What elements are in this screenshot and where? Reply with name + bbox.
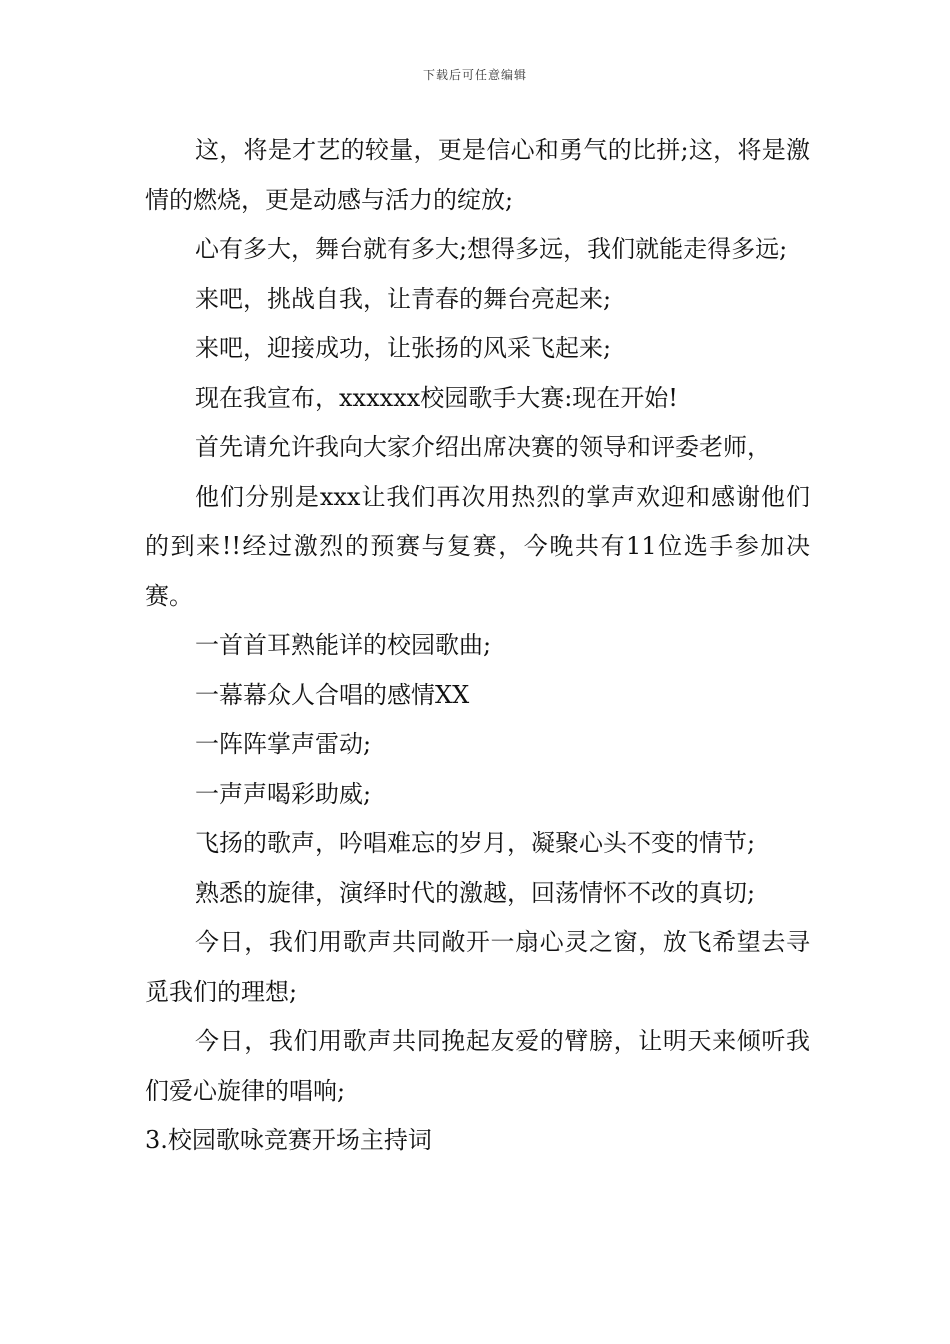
page-watermark: 下载后可任意编辑	[422, 68, 527, 82]
paragraph-13: 熟悉的旋律，演绎时代的激越，回荡情怀不改的真切;	[195, 878, 756, 907]
paragraph-15: 今日，我们用歌声共同挽起友爱的臂膀，让明天来倾听我们爱心旋律的唱响;	[145, 1027, 810, 1105]
paragraph-1: 这，将是才艺的较量，更是信心和勇气的比拼;这，将是激情的燃烧，更是动感与活力的绽放;	[145, 136, 810, 214]
section-heading: 3.校园歌咏竞赛开场主持词	[145, 1126, 432, 1154]
paragraph-11: 一声声喝彩助威;	[195, 779, 372, 808]
document-body	[145, 126, 810, 1166]
paragraph-5: 现在我宣布，xxxxxx校园歌手大赛:现在开始!	[195, 383, 678, 412]
paragraph-8: 一首首耳熟能详的校园歌曲;	[195, 631, 492, 659]
paragraph-3: 来吧，挑战自我，让青春的舞台亮起来;	[195, 284, 612, 313]
paragraph-7: 他们分别是xxx让我们再次用热烈的掌声欢迎和感谢他们的到来!!经过激烈的预赛与复赛，今晚共有11位选手参加决赛。	[145, 482, 810, 610]
paragraph-4: 来吧，迎接成功，让张扬的风采飞起来;	[195, 334, 612, 362]
paragraph-12: 飞扬的歌声，吟唱难忘的岁月，凝聚心头不变的情节;	[195, 829, 756, 857]
paragraph-2: 心有多大，舞台就有多大;想得多远，我们就能走得多远;	[195, 235, 788, 263]
paragraph-10: 一阵阵掌声雷动;	[195, 730, 372, 758]
paragraph-9: 一幕幕众人合唱的感情XX	[195, 680, 470, 709]
paragraph-14: 今日，我们用歌声共同敞开一扇心灵之窗，放飞希望去寻觅我们的理想;	[145, 928, 810, 1006]
paragraph-6: 首先请允许我向大家介绍出席决赛的领导和评委老师，	[195, 433, 771, 461]
